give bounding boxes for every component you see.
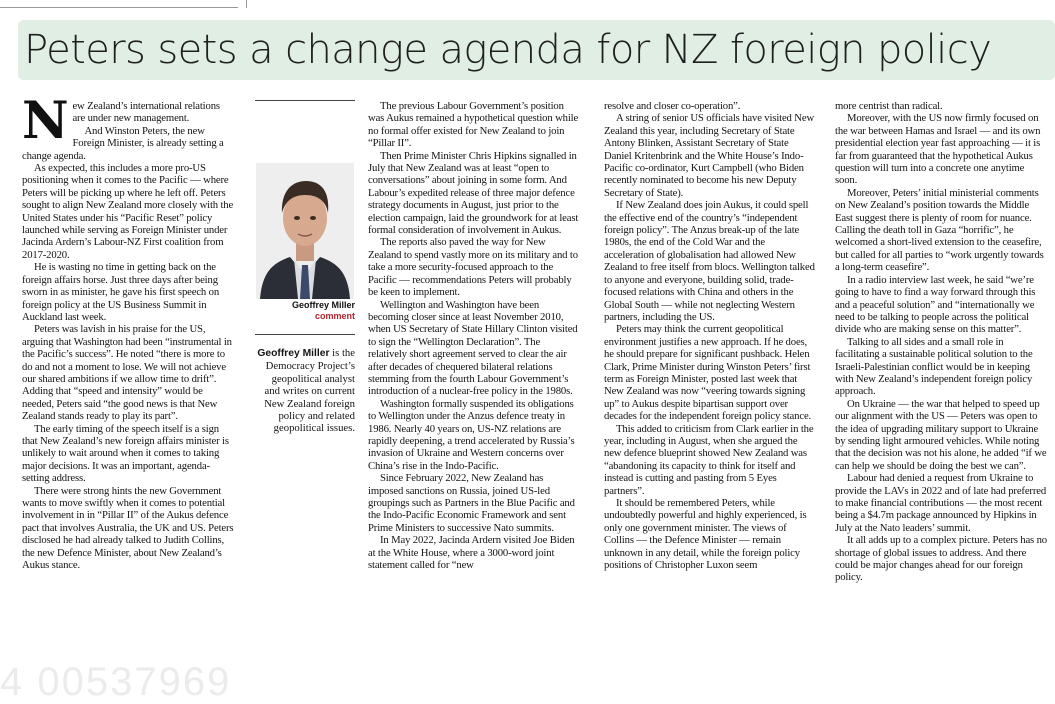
author-photo bbox=[256, 163, 354, 299]
article-paragraph: And Winston Peters, the new Foreign Minister, is already setting a change agenda. bbox=[22, 124, 224, 162]
article-paragraph: Washington formally suspended its obligations to Wellington under the Anzus defence treaty in 1986. Nearly 40 years on, US-NZ relations are rapidly deepening, a trend accelerated by Russia’s invasion of Ukraine and Western concerns over China’s rise in the Indo-Pacific. bbox=[368, 397, 575, 472]
headline: Peters sets a change agenda for NZ foreign policy bbox=[24, 27, 992, 73]
article-paragraph: resolve and closer co-operation”. bbox=[604, 100, 741, 112]
author-bio-name: Geoffrey Miller bbox=[257, 348, 330, 359]
author-portrait-image bbox=[256, 163, 354, 299]
article-paragraph: If New Zealand does join Aukus, it could spell the effective end of the country’s “independent foreign policy”. The Anzus break-up of the late 1980s, the end of the Cold War and the acceleration of globalisation had allowed New Zealand to free itself from blocs. Wellington talked to anyone and everyone, building solid, trade-focused relations with China and others in the Global South — while not neglecting Western partners, including the US. bbox=[604, 199, 815, 323]
article-paragraph: The previous Labour Government’s position was Aukus remained a hypothetical question while no formal offer existed for New Zealand to join “Pillar II”. bbox=[368, 100, 579, 150]
article-paragraph: Wellington and Washington have been becoming closer since at least November 2010, when US Secretary of State Hillary Clinton visited to sign the “Wellington Declaration”. The relatively short agreement served to clear the air after decades of chequered bilateral relations stemming from the fourth Labour Government’s introduction of a nuclear-free policy in the 1980s. bbox=[368, 298, 578, 398]
article-paragraph: It should be remembered Peters, while undoubtedly powerful and highly experienced, is only one government minister. The views of Collins — the Defence Minister — remain unknown in any detail, while the foreign policy positions of Christopher Luxon seem bbox=[604, 497, 807, 572]
article-paragraph: On Ukraine — the war that helped to speed up our alignment with the US — Peters was open to the idea of upgrading military support to Ukraine by sending light armoured vehicles. While noting that the decision was not his alone, he added “if we can help we should be doing the best we can”. bbox=[835, 397, 1047, 472]
article-paragraph: Since February 2022, New Zealand has imposed sanctions on Russia, joined US-led groupings such as Partners in the Blue Pacific and the Indo-Pacific Economic Framework and sent Prime Ministers to successive Nato summits. bbox=[368, 472, 575, 534]
top-rule bbox=[0, 7, 238, 8]
article-paragraph: It all adds up to a complex picture. Peters has no shortage of global issues to address. And there could be major changes ahead for our foreign policy. bbox=[835, 534, 1047, 584]
sidebar-top-rule bbox=[255, 100, 355, 101]
article-paragraph: In May 2022, Jacinda Ardern visited Joe Biden at the White House, where a 3000-word joint statement called for “new bbox=[368, 534, 575, 572]
article-paragraph: Moreover, Peters’ initial ministerial comments on New Zealand’s position towards the Middle East suggest there is plenty of room for nuance. Calling the death toll in Gaza “horrific”, he welcomed a short-lived extension to the ceasefire, but called for all parties to “work urgently towards a long-term ceasefire”. bbox=[835, 186, 1044, 274]
archive-watermark: 4 00537969 bbox=[0, 660, 232, 704]
drop-cap: N bbox=[22, 91, 69, 151]
article-paragraph: The reports also paved the way for New Zealand to spend vastly more on its military and to take a more security-focused approach to the Pacific — recommendations Peters will probably be keen to implement. bbox=[368, 236, 578, 299]
article-paragraph: ew Zealand’s international relations are under new management. bbox=[72, 100, 220, 125]
article-paragraph: Labour had denied a request from Ukraine to provide the LAVs in 2022 and of late had preferred to make financial contributions — the most recent being a $4.7m package announced by Hipkins in July at the Nato leaders’ summit. bbox=[835, 472, 1047, 534]
article-paragraph: He is wasting no time in getting back on the foreign affairs horse. Just three days after being sworn in as minister, he gave his first speech on foreign policy at the US Business Summit in Auckland last week. bbox=[22, 261, 220, 323]
article-paragraph: In a radio interview last week, he said “we’re going to have to find a way forward through this and a peaceful solution” and “internationally we need to be talking to people across the political divide who are making sense on this matter”. bbox=[835, 273, 1036, 336]
top-rule-mark bbox=[246, 0, 247, 8]
column-1-body bbox=[22, 91, 234, 572]
article-paragraph: The early timing of the speech itself is a sign that New Zealand’s new foreign affairs minister is unlikely to wait around when it comes to taking major decisions. It was an important, agenda-setting address. bbox=[22, 422, 229, 485]
article-column-4 bbox=[835, 100, 1047, 584]
sidebar-bottom-rule bbox=[255, 334, 355, 335]
article-column-3 bbox=[604, 100, 816, 571]
article-paragraph: Talking to all sides and a small role in facilitating a sustainable political solution to the Israeli-Palestinian conflict would be in keeping with New Zealand’s independent foreign policy approach. bbox=[835, 335, 1033, 398]
article-paragraph: more centrist than radical. bbox=[835, 100, 943, 112]
author-sidebar bbox=[255, 100, 355, 435]
article-column-2 bbox=[368, 100, 580, 571]
article-paragraph: As expected, this includes a more pro-US positioning when it comes to the Pacific — where Peters will be picking up where he left off. Peters sought to align New Zealand more closely with the United States under his “Pacific Reset” policy launched while serving as Foreign Minister under Jacinda Ardern’s Labour-NZ First coalition from 2017-2020. bbox=[22, 162, 234, 261]
article-column-1 bbox=[22, 91, 234, 572]
article-paragraph: Peters may think the current geopolitical environment justifies a new approach. If he does, he should prepare for significant pushback. Helen Clark, Prime Minister during Winston Peters’ first term as Foreign Minister, posted last week that New Zealand was now “veering towards signing up” to Aukus despite bipartisan support over decades for the independent foreign policy stance. bbox=[604, 323, 812, 423]
article-paragraph: There were strong hints the new Government wants to move swiftly when it comes to potential involvement in in “Pillar II” of the Aukus defence pact that involves Australia, the UK and US. Peters disclosed he had already talked to Judith Collins, the new Defence Minister, about New Zealand’s Aukus stance. bbox=[22, 484, 234, 572]
article-paragraph: This added to criticism from Clark earlier in the year, including in August, when she argued the new defence blueprint showed New Zealand was “abandoning its capacity to think for itself and instead is cutting and pasting from 5 Eyes partners”. bbox=[604, 422, 814, 497]
byline-name: Geoffrey Miller bbox=[291, 300, 355, 310]
article-paragraph: A string of senior US officials have visited New Zealand this year, including Secretary of State Antony Blinken, Assistant Secretary of State Daniel Kritenbrink and the White House’s Indo-Pacific co-ordinator, Kurt Campbell (who Biden recently nominated to become his new Deputy Secretary of State). bbox=[604, 112, 815, 199]
author-bio-text: is the Democracy Project’s geopolitical analyst and writes on current New Zealand foreign policy and related geopolitical issues. bbox=[264, 347, 355, 435]
article-paragraph: Moreover, with the US now firmly focused on the war between Hamas and Israel — and its own presidential election year fast approaching — it is far from guaranteed that the hypothetical Aukus question will turn into a concrete one anytime soon. bbox=[835, 112, 1041, 187]
article-paragraph: Peters was lavish in his praise for the US, arguing that Washington had been “instrumental in the Pacific’s success”. He noted “there is more to do and not a moment to lose. We will not achieve our shared ambitions if we allow time to drift”. Adding that “speed and intensity” would be needed, Peters said “the good news is that New Zealand stands ready to play its part”. bbox=[22, 323, 232, 423]
article-paragraph: Then Prime Minister Chris Hipkins signalled in July that New Zealand was at least “open to conversations” about joining in some form. And Labour’s expedited release of three major defence strategy documents in August, just prior to the election campaign, laid the groundwork for at least formal consideration of involvement in Aukus. bbox=[368, 149, 579, 237]
byline-section-label: comment bbox=[314, 311, 355, 321]
author-bio bbox=[255, 347, 355, 435]
